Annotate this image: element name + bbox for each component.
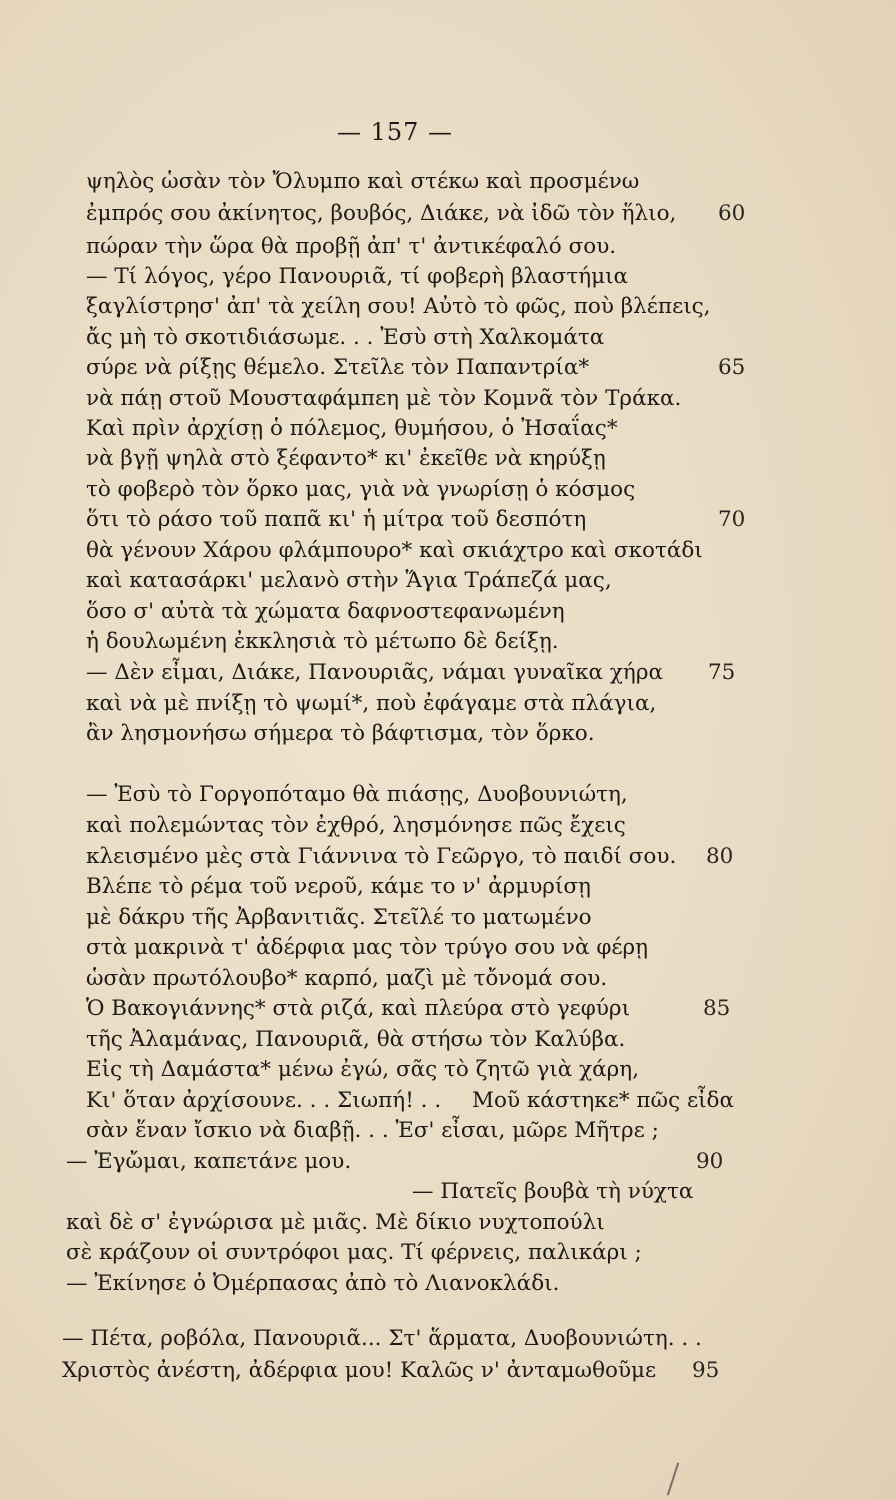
- line-number: 65: [718, 355, 746, 380]
- verse-line: σὲ κράζουν οἱ συντρόφοι μας. Τί φέρνεις, παλικάρι ;: [66, 1240, 642, 1265]
- line-number: 75: [708, 660, 736, 685]
- line-number: 70: [718, 507, 746, 532]
- verse-line: Βλέπε τὸ ρέμα τοῦ νεροῦ, κάμε το ν' ἀρμυρίσῃ: [86, 874, 591, 899]
- verse-line: — Τί λόγος, γέρο Πανουριᾶ, τί φοβερὴ βλαστήμια: [86, 264, 629, 289]
- pen-mark: [667, 1463, 679, 1496]
- verse-line: — Πατεῖς βουβὰ τὴ νύχτα: [412, 1179, 694, 1204]
- verse-line: Καὶ πρὶν ἀρχίσῃ ὁ πόλεμος, θυμήσου, ὁ Ἠσαΐας*: [86, 416, 618, 441]
- verse-line: — Ἐσὺ τὸ Γοργοπόταμο θὰ πιάσῃς, Δυοβουνιώτη,: [86, 782, 628, 807]
- page-number: — 157 —: [336, 118, 454, 146]
- verse-line: καὶ νὰ μὲ πνίξῃ τὸ ψωμί*, ποὺ ἐφάγαμε στὰ πλάγια,: [86, 691, 657, 716]
- verse-line: ὅσο σ' αὐτὰ τὰ χώματα δαφνοστεφανωμένη: [86, 599, 565, 624]
- verse-line: νὰ βγῇ ψηλὰ στὸ ξέφαντο* κι' ἐκεῖθε νὰ κηρύξῃ: [86, 446, 606, 471]
- verse-line: καὶ κατασάρκι' μελανὸ στὴν Ἅγια Τράπεζά μας,: [86, 568, 612, 593]
- line-number: 85: [703, 996, 731, 1021]
- verse-line: Χριστὸς ἀνέστη, ἀδέρφια μου! Καλῶς ν' ἀνταμωθοῦμε: [62, 1358, 657, 1383]
- verse-line: μὲ δάκρυ τῆς Ἀρβανιτιᾶς. Στεῖλέ το ματωμένο: [86, 905, 592, 930]
- line-number: 60: [718, 201, 746, 226]
- line-number: 90: [696, 1149, 724, 1174]
- line-number: 95: [692, 1358, 720, 1383]
- verse-line: — Πέτα, ροβόλα, Πανουριᾶ... Στ' ἅρματα, Δυοβουνιώτη. . .: [62, 1326, 702, 1351]
- verse-line: πώραν τὴν ὥρα θὰ προβῇ ἀπ' τ' ἀντικέφαλό σου.: [86, 234, 617, 259]
- verse-line: τῆς Ἀλαμάνας, Πανουριᾶ, θὰ στήσω τὸν Καλύβα.: [86, 1027, 626, 1052]
- verse-line: ἂν λησμονήσω σήμερα τὸ βάφτισμα, τὸν ὅρκο.: [86, 721, 595, 746]
- verse-line: σὰν ἕναν ἴσκιο νὰ διαβῇ. . . Ἐσ' εἶσαι, μῶρε Μῆτρε ;: [86, 1118, 659, 1143]
- verse-line: θὰ γένουν Χάρου φλάμπουρο* καὶ σκιάχτρο καὶ σκοτάδι: [86, 538, 703, 563]
- verse-line: ἐμπρός σου ἀκίνητος, βουβός, Διάκε, νὰ ἰδῶ τὸν ἥλιο,: [86, 201, 677, 226]
- verse-line: νὰ πάῃ στοῦ Μουσταφάμπεη μὲ τὸν Κομνᾶ τὸν Τράκα.: [86, 386, 682, 411]
- verse-line: ξαγλίστρησ' ἀπ' τὰ χείλη σου! Αὐτὸ τὸ φῶς, ποὺ βλέπεις,: [86, 294, 711, 319]
- verse-line: τὸ φοβερὸ τὸν ὅρκο μας, γιὰ νὰ γνωρίσῃ ὁ κόσμος: [86, 477, 636, 502]
- verse-line: ὡσὰν πρωτόλουβο* καρπό, μαζὶ μὲ τὄνομά σου.: [86, 966, 608, 991]
- verse-line: Κι' ὅταν ἀρχίσουνε. . . Σιωπή! . .: [86, 1088, 442, 1113]
- verse-line: στὰ μακρινὰ τ' ἀδέρφια μας τὸν τρύγο σου νὰ φέρῃ: [86, 935, 649, 960]
- verse-line: καὶ πολεμώντας τὸν ἐχθρό, λησμόνησε πῶς ἔχεις: [86, 813, 626, 838]
- line-number: 80: [706, 844, 734, 869]
- verse-line: Μοῦ κάστηκε* πῶς εἶδα: [472, 1088, 734, 1113]
- verse-line: — Ἐκίνησε ὁ Ὀμέρπασας ἀπὸ τὸ Λιανοκλάδι.: [66, 1271, 560, 1296]
- verse-line: — Ἐγὤμαι, καπετάνε μου.: [66, 1149, 352, 1174]
- verse-line: ὅτι τὸ ράσο τοῦ παπᾶ κι' ἡ μίτρα τοῦ δεσπότη: [86, 507, 587, 532]
- verse-line: ἄς μὴ τὸ σκοτιδιάσωμε. . . Ἐσὺ στὴ Χαλκομάτα: [86, 325, 605, 350]
- verse-line: σύρε νὰ ρίξῃς θέμελο. Στεῖλε τὸν Παπαντρία*: [86, 355, 590, 380]
- verse-line: ψηλὸς ὡσὰν τὸν Ὄλυμπο καὶ στέκω καὶ προσμένω: [86, 169, 640, 194]
- verse-line: — Δὲν εἶμαι, Διάκε, Πανουριᾶς, νάμαι γυναῖκα χήρα: [86, 660, 663, 685]
- verse-line: Ὁ Βακογιάννης* στὰ ριζά, καὶ πλεύρα στὸ γεφύρι: [86, 996, 630, 1021]
- verse-line: κλεισμένο μὲς στὰ Γιάννινα τὸ Γεῶργο, τὸ παιδί σου.: [86, 844, 677, 869]
- verse-line: καὶ δὲ σ' ἐγνώρισα μὲ μιᾶς. Μὲ δίκιο νυχτοπούλι: [66, 1210, 605, 1235]
- verse-line: Εἰς τὴ Δαμάστα* μένω ἐγώ, σᾶς τὸ ζητῶ γιὰ χάρη,: [86, 1057, 640, 1082]
- verse-line: ἡ δουλωμένη ἐκκλησιὰ τὸ μέτωπο δὲ δείξῃ.: [86, 629, 559, 654]
